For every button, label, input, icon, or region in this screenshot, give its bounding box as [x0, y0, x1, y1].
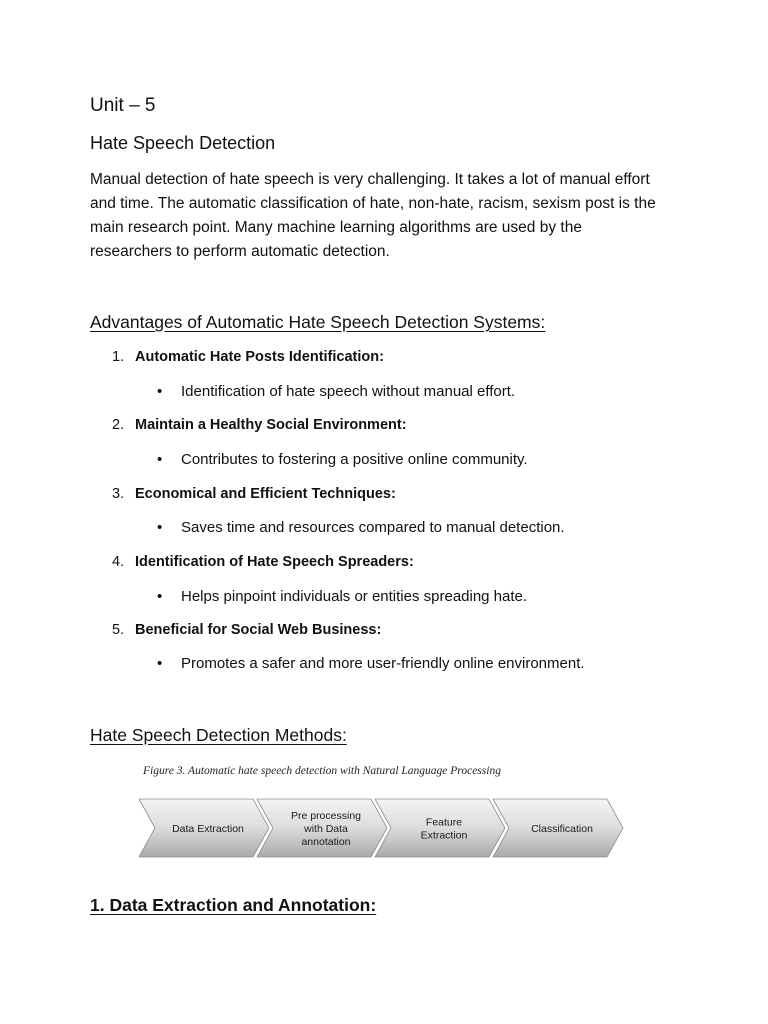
intro-paragraph [90, 168, 690, 264]
page-title: Hate Speech Detection [90, 133, 276, 153]
list-number: 4. [112, 554, 125, 570]
figure-caption: Figure 3. Automatic hate speech detection with Natural Language Processing [143, 765, 501, 777]
advantage-bullet: Contributes to fostering a positive online community. [181, 451, 528, 468]
advantage-bullet: Identification of hate speech without manual effort. [181, 383, 516, 400]
pipeline-step-label: annotation [301, 836, 351, 848]
advantage-title: Automatic Hate Posts Identification: [135, 349, 384, 365]
advantage-bullet: Helps pinpoint individuals or entities spreading hate. [181, 588, 528, 605]
bullet-icon: • [157, 519, 163, 536]
intro-line: Manual detection of hate speech is very challenging. It takes a lot of manual effort [90, 171, 650, 188]
methods-heading: Hate Speech Detection Methods: [90, 725, 347, 745]
unit-label: Unit – 5 [90, 95, 156, 116]
pipeline-step-label: Pre processing [290, 810, 362, 822]
list-number: 5. [112, 622, 125, 638]
list-number: 1. [112, 349, 125, 365]
bullet-icon: • [157, 451, 163, 468]
advantage-title: Maintain a Healthy Social Environment: [135, 417, 407, 433]
bullet-icon: • [157, 655, 163, 672]
pipeline-step-label: Classification [531, 823, 593, 835]
advantage-title: Identification of Hate Speech Spreaders: [135, 554, 414, 570]
intro-line: researchers to perform automatic detection. [90, 243, 390, 260]
pipeline-step-label: with Data [304, 823, 348, 835]
section-heading: 1. Data Extraction and Annotation: [90, 895, 377, 915]
pipeline-step-label: Feature [425, 816, 463, 829]
list-number: 3. [112, 486, 125, 502]
advantage-bullet: Promotes a safer and more user-friendly online environment. [181, 655, 585, 672]
list-number: 2. [112, 417, 125, 433]
advantage-bullet: Saves time and resources compared to manual detection. [181, 519, 565, 536]
intro-line: main research point. Many machine learning algorithms are used by the [90, 219, 582, 236]
bullet-icon: • [157, 383, 163, 400]
advantage-title: Beneficial for Social Web Business: [135, 622, 382, 638]
bullet-icon: • [157, 588, 163, 605]
pipeline-diagram [139, 795, 629, 861]
pipeline-step-label: Data Extraction [172, 823, 244, 835]
advantages-heading: Advantages of Automatic Hate Speech Detection Systems: [90, 312, 546, 332]
advantage-title: Economical and Efficient Techniques: [135, 486, 396, 502]
intro-line: and time. The automatic classification of hate, non-hate, racism, sexism post is the [90, 195, 656, 212]
pipeline-step-label: Extraction [420, 829, 468, 842]
